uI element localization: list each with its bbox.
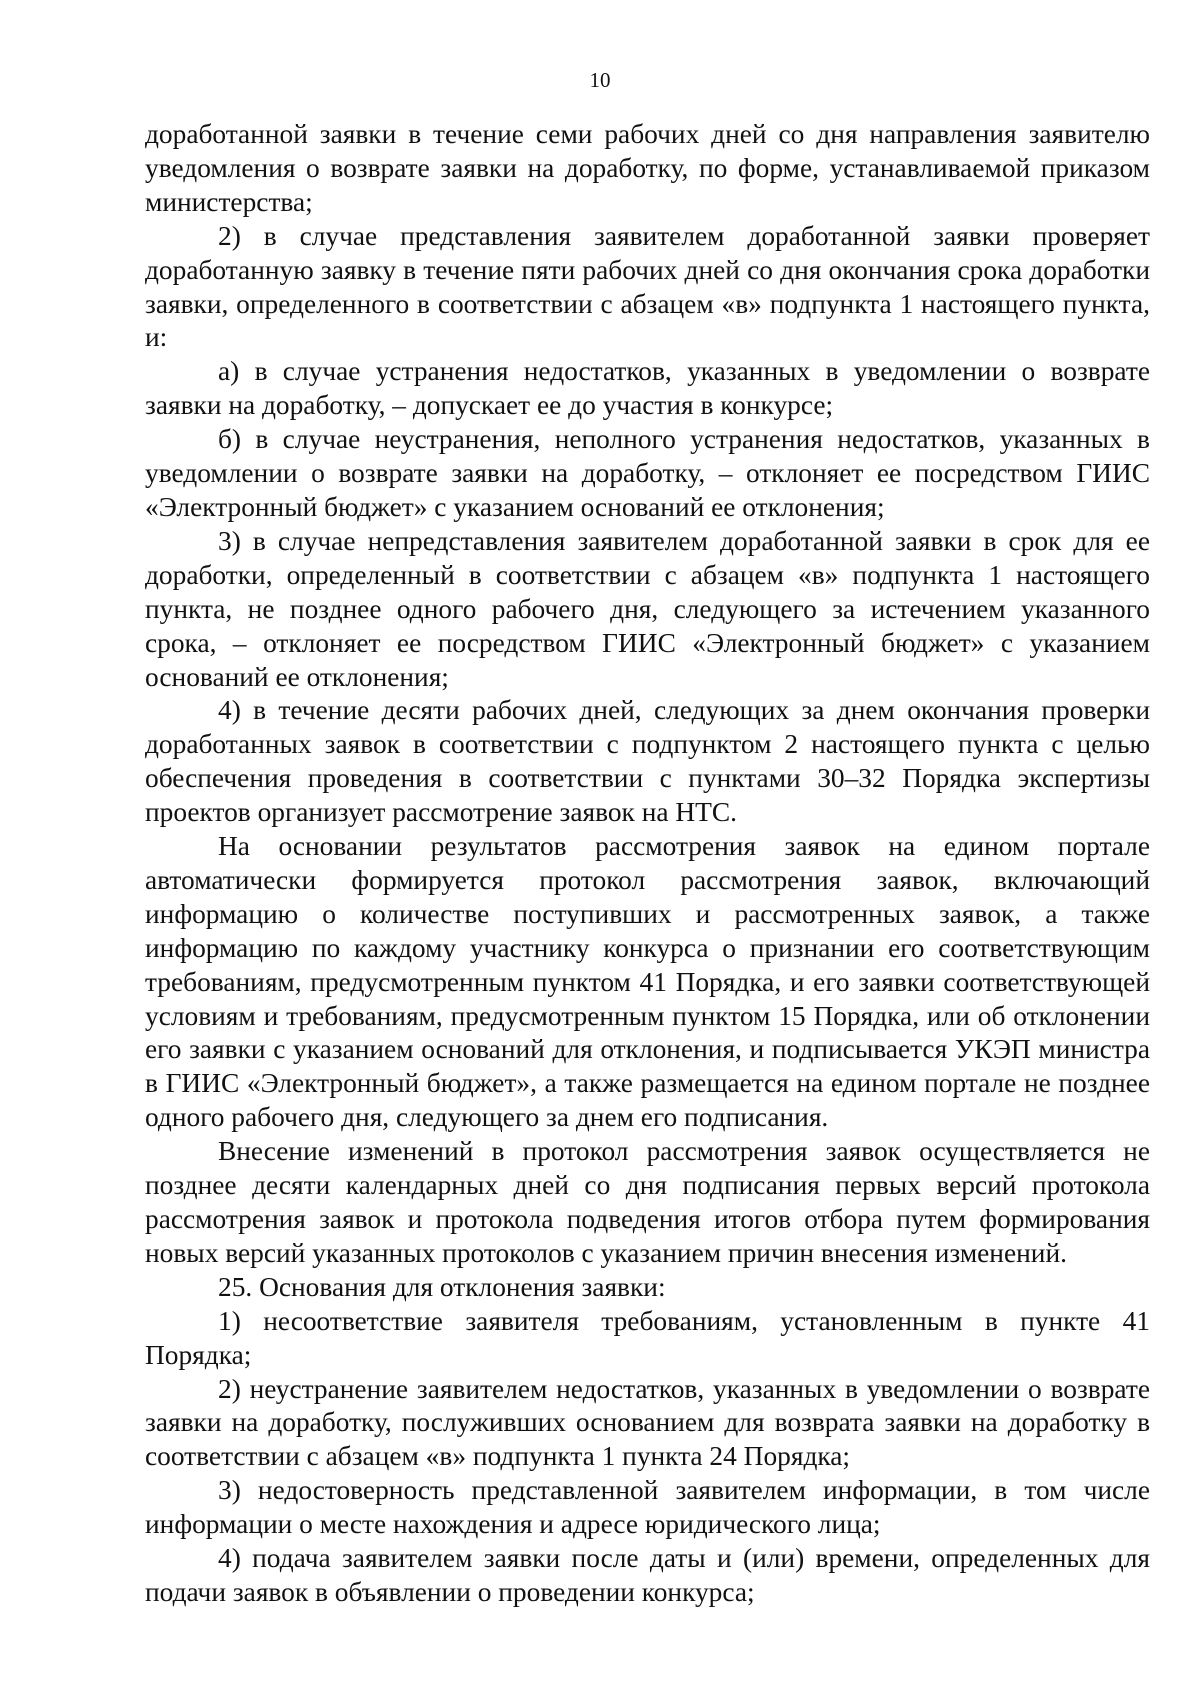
paragraph-ground-3: 3) недостоверность представленной заявителем информации, в том числе информации о месте нахождения и адресе юридического лица;: [145, 1475, 1150, 1540]
paragraph-item-2: 2) в случае представления заявителем доработанной заявки проверяет доработанную заявку в течение пяти рабочих дней со дня окончания срока доработки заявки, определенного в соответствии с абзацем «в» подпункта 1 настоящего пункта, и:: [145, 220, 1150, 353]
paragraph-section-25: 25. Основания для отклонения заявки:: [218, 1271, 666, 1302]
paragraph-ground-4: 4) подача заявителем заявки после даты и (или) времени, определенных для подачи заявок в объявлении о проведении конкурса;: [145, 1543, 1150, 1607]
paragraph-item-4: 4) в течение десяти рабочих дней, следующих за днем окончания проверки доработанных заявок в соответствии с подпунктом 2 настоящего пункта с целью обеспечения проведения в соответствии с пунктами 30–32 Порядка экспертизы проектов организует рассмотрение заявок на НТС.: [145, 695, 1150, 828]
paragraph-item-3: 3) в случае непредставления заявителем доработанной заявки в срок для ее доработки, определенный в соответствии с абзацем «в» подпункта 1 настоящего пункта, не позднее одного рабочего дня, следующего за истечением указанного срока, – отклоняет ее посредством ГИИС «Электронный бюджет» с указанием оснований ее отклонения;: [145, 525, 1150, 692]
paragraph-protocol-changes: Внесение изменений в протокол рассмотрения заявок осуществляется не позднее десяти календарных дней со дня подписания первых версий протокола рассмотрения заявок и протокола подведения итогов отбора путем формирования новых версий указанных протоколов с указанием причин внесения изменений.: [145, 1136, 1150, 1268]
paragraph-protocol: На основании результатов рассмотрения заявок на едином портале автоматически формируется протокол рассмотрения заявок, включающий информацию о количестве поступивших и рассмотренных заявок, а также информацию по каждому участнику конкурса о признании его соответствующим требованиям, предусмотренным пунктом 41 Порядка, и его заявки соответствующей условиям и требованиям, предусмотренным пунктом 15 Порядка, или об отклонении его заявки с указанием оснований для отклонения, и подписывается УКЭП министра в ГИИС «Электронный бюджет», а также размещается на едином портале не позднее одного рабочего дня, следующего за днем его подписания.: [145, 831, 1150, 1133]
paragraph-subitem-b: б) в случае неустранения, неполного устранения недостатков, указанных в уведомлении о возврате заявки на доработку, – отклоняет ее посредством ГИИС «Электронный бюджет» с указанием оснований ее отклонения;: [145, 424, 1150, 522]
paragraph-ground-2: 2) неустранение заявителем недостатков, указанных в уведомлении о возврате заявки на доработку, послуживших основанием для возврата заявки на доработку в соответствии с абзацем «в» подпункта 1 пункта 24 Порядка;: [145, 1373, 1150, 1472]
document-body: [145, 118, 1150, 1610]
page-number: 10: [589, 68, 611, 92]
paragraph-ground-1: 1) несоответствие заявителя требованиям, установленным в пункте 41 Порядка;: [145, 1305, 1150, 1370]
paragraph-continuation: доработанной заявки в течение семи рабочих дней со дня направления заявителю уведомления о возврате заявки на доработку, по форме, устанавливаемой приказом министерства;: [145, 119, 1150, 217]
paragraph-subitem-a: а) в случае устранения недостатков, указанных в уведомлении о возврате заявки на доработку, – допускает ее до участия в конкурсе;: [145, 356, 1150, 421]
